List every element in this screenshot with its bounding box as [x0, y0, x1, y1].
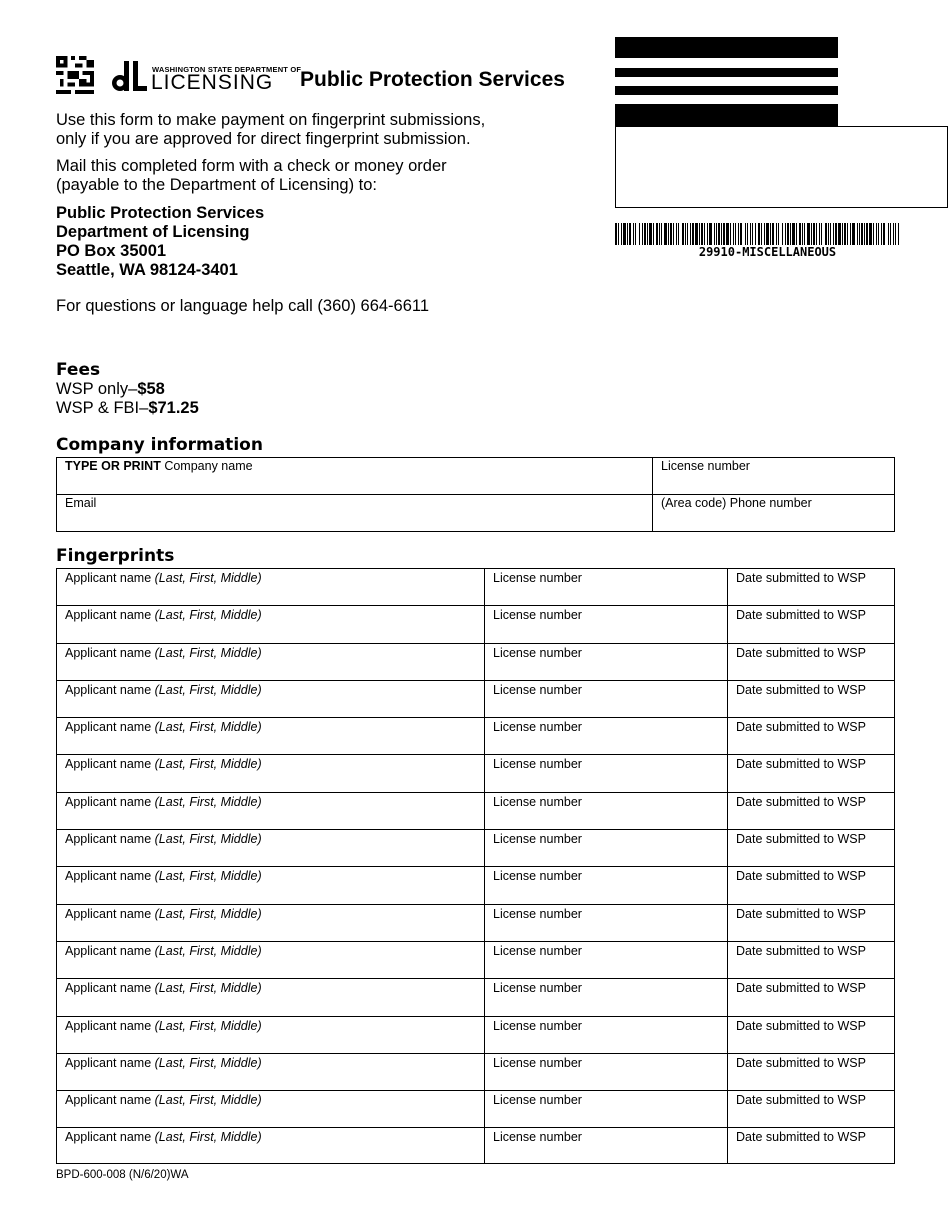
field-hint: (Last, First, Middle): [154, 906, 262, 921]
applicant-name-field[interactable]: [57, 904, 485, 941]
redaction-bar: [615, 86, 838, 95]
date-submitted-field[interactable]: [728, 830, 895, 867]
applicant-name-field[interactable]: [57, 643, 485, 680]
table-row: [57, 1016, 895, 1053]
table-row: [57, 830, 895, 867]
company-table: [56, 457, 895, 532]
field-hint: (Last, First, Middle): [154, 720, 262, 735]
address-line: Seattle, WA 98124-3401: [56, 261, 238, 279]
applicant-name-field[interactable]: [57, 755, 485, 792]
applicant-license-field[interactable]: [485, 718, 728, 755]
field-label: Applicant name: [65, 869, 155, 884]
applicant-license-field[interactable]: [485, 606, 728, 643]
mail-line: Mail this completed form with a check or money order: [56, 157, 447, 175]
agency-name-big: LICENSING: [151, 71, 274, 94]
applicant-name-field[interactable]: [57, 792, 485, 829]
field-label: Date submitted to WSP: [736, 869, 866, 884]
date-submitted-field[interactable]: [728, 941, 895, 978]
fingerprints-heading: Fingerprints: [56, 546, 175, 566]
date-submitted-field[interactable]: [728, 680, 895, 717]
field-label: Applicant name: [65, 832, 155, 847]
fee-wsp-fbi: [56, 399, 199, 418]
applicant-license-field[interactable]: [485, 680, 728, 717]
intro-paragraph: [56, 111, 526, 149]
agency-name-small: WASHINGTON STATE DEPARTMENT OF: [152, 65, 302, 74]
applicant-license-field[interactable]: [485, 1128, 728, 1164]
form-number: BPD-600-008 (N/6/20)WA: [56, 1169, 189, 1181]
applicant-license-field[interactable]: [485, 755, 728, 792]
table-row: [57, 792, 895, 829]
field-label: Applicant name: [65, 720, 155, 735]
table-row: [57, 1053, 895, 1090]
fee-label: WSP & FBI–: [56, 399, 149, 417]
field-label: Applicant name: [65, 906, 155, 921]
applicant-license-field[interactable]: [485, 979, 728, 1016]
field-label: License number: [493, 1130, 582, 1145]
field-label: Applicant name: [65, 981, 155, 996]
mail-line: (payable to the Department of Licensing) to:: [56, 176, 378, 194]
field-label: License number: [661, 459, 750, 473]
field-hint: (Last, First, Middle): [154, 869, 262, 884]
redaction-bar: [615, 37, 838, 58]
fingerprints-table: [56, 568, 895, 1164]
field-label: Date submitted to WSP: [736, 906, 866, 921]
field-label: License number: [493, 608, 582, 623]
field-label: License number: [493, 720, 582, 735]
date-submitted-field[interactable]: [728, 569, 895, 606]
applicant-name-field[interactable]: [57, 680, 485, 717]
table-row: [57, 606, 895, 643]
field-label: License number: [493, 571, 582, 585]
field-label: Date submitted to WSP: [736, 832, 866, 847]
applicant-name-field[interactable]: [57, 1091, 485, 1128]
fee-wsp-only: [56, 380, 165, 399]
applicant-license-field[interactable]: [485, 941, 728, 978]
applicant-name-field[interactable]: [57, 830, 485, 867]
table-row: [57, 643, 895, 680]
address-line: PO Box 35001: [56, 242, 167, 260]
field-label: Date submitted to WSP: [736, 757, 866, 772]
field-hint: (Last, First, Middle): [154, 757, 262, 772]
mail-paragraph: [56, 157, 526, 195]
company-heading: Company information: [56, 435, 263, 455]
field-label: License number: [493, 943, 582, 958]
field-label: Applicant name: [65, 1055, 155, 1070]
applicant-license-field[interactable]: [485, 1016, 728, 1053]
field-hint: (Last, First, Middle): [154, 1093, 262, 1108]
field-label: Applicant name: [65, 943, 155, 958]
field-label: Date submitted to WSP: [736, 981, 866, 996]
field-label-bold: TYPE OR PRINT: [65, 459, 161, 473]
dol-logo-icon: [110, 60, 150, 93]
applicant-name-field[interactable]: [57, 1128, 485, 1164]
field-label: Date submitted to WSP: [736, 943, 866, 958]
field-hint: (Last, First, Middle): [154, 1018, 262, 1033]
applicant-license-field[interactable]: [485, 792, 728, 829]
date-submitted-field[interactable]: [728, 1016, 895, 1053]
date-submitted-field[interactable]: [728, 606, 895, 643]
applicant-license-field[interactable]: [485, 1053, 728, 1090]
date-submitted-field[interactable]: [728, 718, 895, 755]
field-label: Date submitted to WSP: [736, 720, 866, 735]
field-label: Applicant name: [65, 757, 155, 772]
field-hint: (Last, First, Middle): [154, 1130, 262, 1145]
company-license-field[interactable]: [653, 458, 895, 495]
applicant-license-field[interactable]: [485, 830, 728, 867]
field-label: Email: [65, 496, 97, 510]
date-submitted-field[interactable]: [728, 979, 895, 1016]
field-hint: (Last, First, Middle): [154, 794, 262, 809]
field-hint: (Last, First, Middle): [154, 608, 262, 623]
address-line: Department of Licensing: [56, 223, 250, 241]
applicant-name-field[interactable]: [57, 867, 485, 904]
field-label: Date submitted to WSP: [736, 1093, 866, 1108]
help-text: For questions or language help call (360) 664-6611: [56, 297, 430, 315]
field-label: Date submitted to WSP: [736, 682, 866, 697]
applicant-name-field[interactable]: [57, 1016, 485, 1053]
date-submitted-field[interactable]: [728, 1091, 895, 1128]
field-label: Applicant name: [65, 571, 155, 585]
field-label: Applicant name: [65, 682, 155, 697]
field-label: Date submitted to WSP: [736, 645, 866, 660]
field-label: License number: [493, 682, 582, 697]
applicant-license-field[interactable]: [485, 867, 728, 904]
field-label: Applicant name: [65, 794, 155, 809]
field-label: Date submitted to WSP: [736, 1055, 866, 1070]
applicant-license-field[interactable]: [485, 569, 728, 606]
applicant-license-field[interactable]: [485, 1091, 728, 1128]
field-hint: (Last, First, Middle): [154, 645, 262, 660]
field-label: License number: [493, 832, 582, 847]
office-use-box: [615, 126, 948, 208]
applicant-name-field[interactable]: [57, 606, 485, 643]
field-label: License number: [493, 794, 582, 809]
field-label: License number: [493, 1018, 582, 1033]
date-submitted-field[interactable]: [728, 1128, 895, 1164]
table-row: [57, 941, 895, 978]
table-row: [57, 867, 895, 904]
field-label: Date submitted to WSP: [736, 794, 866, 809]
field-label: Date submitted to WSP: [736, 1130, 866, 1145]
field-label: Date submitted to WSP: [736, 571, 866, 585]
applicant-name-field[interactable]: [57, 979, 485, 1016]
field-hint: (Last, First, Middle): [154, 682, 262, 697]
email-field[interactable]: [57, 495, 653, 532]
date-submitted-field[interactable]: [728, 755, 895, 792]
field-hint: (Last, First, Middle): [154, 981, 262, 996]
fees-heading: Fees: [56, 360, 101, 380]
field-label: License number: [493, 869, 582, 884]
field-label: Applicant name: [65, 1018, 155, 1033]
table-row: [57, 755, 895, 792]
date-submitted-field[interactable]: [728, 792, 895, 829]
field-label: Applicant name: [65, 645, 155, 660]
applicant-name-field[interactable]: [57, 1053, 485, 1090]
fee-amount: $71.25: [148, 399, 199, 417]
field-label: License number: [493, 981, 582, 996]
barcode-icon: [615, 223, 900, 245]
redaction-bar: [615, 104, 838, 126]
date-submitted-field[interactable]: [728, 867, 895, 904]
phone-field[interactable]: [653, 495, 895, 532]
field-label: License number: [493, 1093, 582, 1108]
table-row: [57, 718, 895, 755]
fee-amount: $58: [137, 380, 165, 398]
qr-code-icon: [56, 56, 94, 94]
barcode-text: 29910-MISCELLANEOUS: [698, 245, 837, 259]
applicant-name-field[interactable]: [57, 569, 485, 606]
applicant-name-field[interactable]: [57, 941, 485, 978]
intro-line: only if you are approved for direct fingerprint submission.: [56, 130, 471, 148]
field-hint: (Last, First, Middle): [154, 1055, 262, 1070]
field-label: Company name: [160, 459, 253, 473]
applicant-license-field[interactable]: [485, 643, 728, 680]
date-submitted-field[interactable]: [728, 1053, 895, 1090]
table-row: [57, 680, 895, 717]
table-row: [57, 569, 895, 606]
intro-line: Use this form to make payment on fingerprint submissions,: [56, 111, 486, 129]
table-row: [57, 979, 895, 1016]
redaction-bar: [615, 68, 838, 77]
applicant-name-field[interactable]: [57, 718, 485, 755]
field-label: License number: [493, 645, 582, 660]
table-row: [57, 904, 895, 941]
date-submitted-field[interactable]: [728, 643, 895, 680]
table-row: [57, 1091, 895, 1128]
field-label: (Area code) Phone number: [661, 496, 812, 510]
date-submitted-field[interactable]: [728, 904, 895, 941]
mailing-address: [56, 204, 264, 280]
fee-label: WSP only–: [56, 380, 138, 398]
field-label: Applicant name: [65, 608, 155, 623]
page-title: Public Protection Services: [300, 68, 565, 91]
field-label: License number: [493, 1055, 582, 1070]
field-label: License number: [493, 906, 582, 921]
address-line: Public Protection Services: [56, 204, 265, 222]
table-row: [57, 1128, 895, 1164]
field-label: Date submitted to WSP: [736, 608, 866, 623]
company-name-field[interactable]: [57, 458, 653, 495]
field-hint: (Last, First, Middle): [154, 571, 262, 585]
field-hint: (Last, First, Middle): [154, 943, 262, 958]
field-hint: (Last, First, Middle): [154, 832, 262, 847]
field-label: Applicant name: [65, 1093, 155, 1108]
applicant-license-field[interactable]: [485, 904, 728, 941]
field-label: Date submitted to WSP: [736, 1018, 866, 1033]
field-label: Applicant name: [65, 1130, 155, 1145]
field-label: License number: [493, 757, 582, 772]
